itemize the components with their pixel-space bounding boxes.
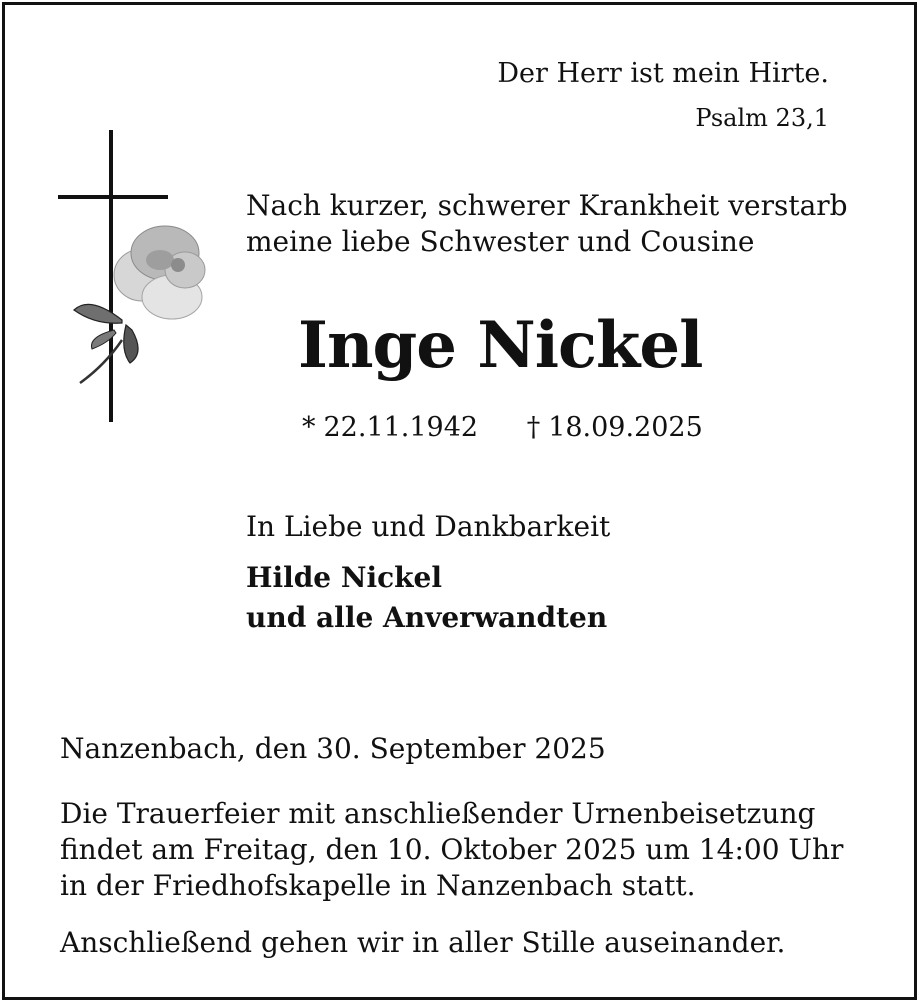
death-date: 18.09.2025 bbox=[548, 412, 703, 443]
mourners-intro: In Liebe und Dankbarkeit bbox=[246, 510, 611, 543]
intro-line: Nach kurzer, schwerer Krankheit verstarb bbox=[246, 189, 848, 222]
mourners-names bbox=[246, 558, 607, 638]
ceremony-line: findet am Freitag, den 10. Oktober 2025 um 14:00 Uhr bbox=[60, 833, 844, 866]
death-symbol: † bbox=[526, 412, 541, 443]
birth-symbol: * bbox=[302, 412, 316, 443]
intro-line: meine liebe Schwester und Cousine bbox=[246, 225, 755, 258]
mourner-line: Hilde Nickel bbox=[246, 561, 442, 594]
ceremony-line: Die Trauerfeier mit anschließender Urnenbeisetzung bbox=[60, 797, 816, 830]
bible-verse-reference: Psalm 23,1 bbox=[695, 104, 829, 132]
ceremony-details bbox=[60, 796, 843, 904]
mourner-line: und alle Anverwandten bbox=[246, 601, 608, 634]
cross-with-rose-icon bbox=[50, 125, 220, 425]
closing-note: Anschließend gehen wir in aller Stille auseinander. bbox=[60, 926, 786, 959]
bible-verse: Der Herr ist mein Hirte. bbox=[497, 58, 829, 89]
birth-date: 22.11.1942 bbox=[323, 412, 479, 443]
intro-text bbox=[246, 188, 848, 260]
place-and-date: Nanzenbach, den 30. September 2025 bbox=[60, 732, 606, 765]
life-dates bbox=[302, 412, 703, 443]
deceased-name: Inge Nickel bbox=[298, 308, 703, 383]
ceremony-line: in der Friedhofskapelle in Nanzenbach statt. bbox=[60, 869, 696, 902]
